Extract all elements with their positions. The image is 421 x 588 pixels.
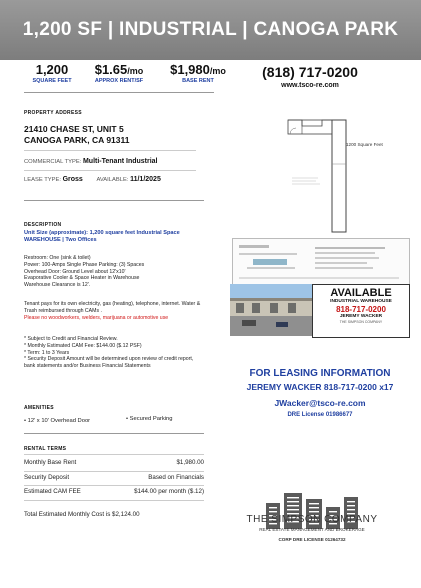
stat-label: APPROX RENT/SF (94, 78, 144, 84)
description-headline-text: Unit Size (approximate): 1,200 square feet Industrial Space WAREHOUSE | Two Offices (24, 230, 180, 243)
property-address-label: PROPERTY ADDRESS (24, 110, 82, 116)
rent-value: $1,980.00 (176, 459, 204, 466)
note-line: * Security Deposit Amount will be determined upon review of credit report, bank statements and/or Business Financial Statements (24, 356, 194, 370)
stat-base-rent (160, 62, 236, 84)
sign-company: THE SIMPSON COMPANY (339, 320, 383, 324)
stat-label: SQUARE FEET (32, 78, 72, 84)
tenant-note (24, 301, 204, 321)
stat-square-feet (24, 62, 80, 84)
lease-type-value: Gross (62, 176, 83, 183)
rent-key: Monthly Base Rent (24, 459, 77, 466)
contact-website[interactable]: www.tsco-re.com (281, 82, 339, 89)
stat-unit: /mo (209, 66, 226, 76)
rental-terms-label: RENTAL TERMS (24, 446, 67, 452)
leasing-heading: FOR LEASING INFORMATION (249, 368, 391, 379)
lease-type-label: LEASE TYPE: (24, 177, 61, 183)
sign-agent: JEREMY WACKER (339, 314, 383, 319)
description-label: DESCRIPTION (24, 222, 62, 228)
stat-rent-per-sf (84, 62, 154, 84)
description-notes (24, 336, 204, 370)
note-line: * Monthly Estimated CAM Fee: $144.00 ($.12 PSF) (24, 342, 142, 349)
amenity-item: • Secured Parking (126, 416, 173, 422)
amenity-text: 12' x 10' Overhead Door (27, 418, 91, 424)
available-sign (312, 284, 410, 338)
sign-title: AVAILABLE (330, 287, 392, 299)
rent-value: Based on Financials (148, 474, 204, 481)
divider (24, 471, 204, 472)
stat-value: 1,200 (35, 62, 69, 77)
simpson-company-logo (236, 474, 388, 544)
building-photo (230, 284, 312, 336)
note-line: * Subject to Credit and Financial Review. (24, 336, 118, 342)
page-title: 1,200 SF | INDUSTRIAL | CANOGA PARK (22, 19, 399, 40)
amenity-item: • 12' x 10' Overhead Door (24, 418, 91, 424)
logo-corp-license: CORP DRE LICENSE 01264732 (278, 537, 346, 542)
description-headline (24, 230, 204, 244)
amenity-text: Secured Parking (129, 416, 173, 422)
logo-tagline: REAL ESTATE MANAGEMENT AND BROKERAGE (259, 527, 365, 532)
divider (24, 485, 204, 486)
tenant-note-text: Tenant pays for its own electricity, gas (heating), telephone, internet. Water & Trash reimbursed through CAMs . (24, 301, 201, 314)
divider (24, 500, 204, 501)
address-city: CANOGA PARK, CA 91311 (24, 135, 130, 145)
stat-unit: /mo (127, 66, 144, 76)
sign-subtitle: INDUSTRIAL WAREHOUSE (330, 299, 392, 304)
rent-key: Security Deposit (24, 474, 70, 481)
divider (24, 454, 204, 455)
detail-line: Warehouse Clearance is 12'. (24, 282, 91, 289)
detail-line: Overhead Door: Ground Level about 12'x10' (24, 268, 126, 275)
rent-key: Estimated CAM FEE (24, 488, 81, 495)
commercial-type-value: Multi-Tenant Industrial (82, 158, 158, 165)
contact-phone[interactable]: (818) 717-0200 (262, 64, 358, 80)
description-details (24, 255, 204, 289)
commercial-type (24, 158, 158, 165)
sign-phone: 818-717-0200 (336, 305, 386, 314)
leasing-license: DRE License 01986677 (287, 412, 353, 418)
use-warning: Please no woodworkers, welders, marijuana or automotive use (24, 314, 169, 321)
note-line: * Term: 1 to 3 Years (24, 349, 70, 356)
leasing-agent[interactable]: JEREMY WACKER 818-717-0200 x17 (246, 382, 394, 392)
divider (24, 92, 214, 93)
commercial-type-label: COMMERCIAL TYPE: (24, 159, 82, 165)
divider (24, 433, 204, 434)
available-value: 11/1/2025 (130, 176, 161, 183)
leasing-email[interactable]: JWacker@tsco-re.com (274, 398, 366, 408)
stat-value: $1.65 (94, 62, 128, 77)
floor-plan-area-label: 1200 Square Feet (346, 142, 383, 147)
property-address (24, 124, 130, 146)
divider (24, 200, 204, 201)
floor-plan-image (262, 116, 398, 238)
detail-line: Power: 100-Amps Single Phase Parking: (3) Spaces (24, 261, 145, 268)
address-street: 21410 CHASE ST, UNIT 5 (24, 124, 124, 134)
rent-value: $144.00 per month ($.12) (134, 488, 204, 495)
flyer-thumbnail-image (232, 238, 410, 286)
detail-line: Evaporative Cooler & Space Heater in Warehouse (24, 275, 140, 282)
stat-label: BASE RENT (182, 78, 214, 84)
logo-company-name: THE SIMPSON COMPANY (246, 514, 378, 525)
lease-type (24, 176, 161, 183)
price-stats (24, 62, 234, 92)
stat-value: $1,980 (170, 62, 210, 77)
divider (24, 150, 196, 151)
available-label: AVAILABLE: (96, 177, 129, 183)
rent-total-text: Total Estimated Monthly Cost is $2,124.00 (24, 511, 140, 518)
detail-line: Restroom: One (sink & toilet) (24, 255, 91, 261)
divider (24, 170, 196, 171)
amenities-label: AMENITIES (24, 405, 54, 411)
